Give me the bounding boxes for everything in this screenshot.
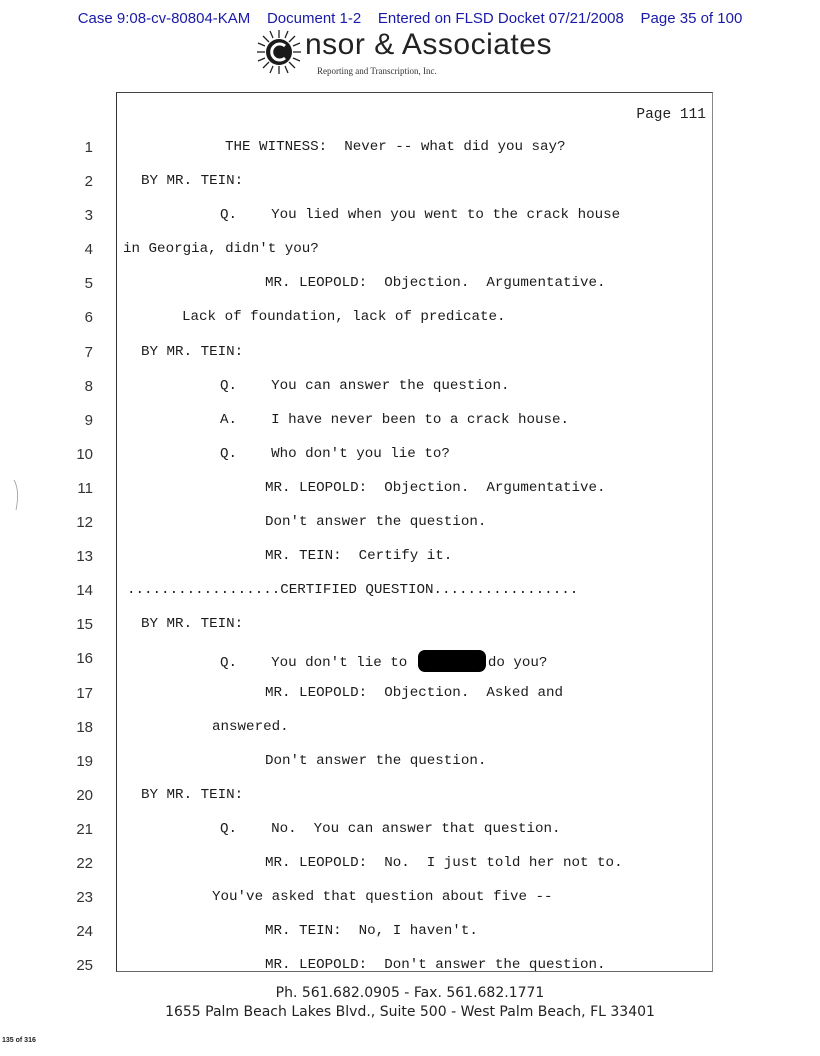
- line-text-after-redaction: do you?: [487, 655, 548, 672]
- sunburst-c-icon: [255, 28, 303, 76]
- transcript-line: [65, 133, 705, 167]
- line-text: [123, 241, 319, 257]
- line-text: [265, 923, 478, 939]
- line-number: 14: [76, 582, 93, 600]
- line-number: 21: [76, 820, 93, 838]
- footer-phone-fax: Ph. 561.682.0905 - Fax. 561.682.1771: [275, 985, 545, 1001]
- line-text: [265, 957, 606, 973]
- line-text-content: ..................CERTIFIED QUESTION.................: [127, 582, 579, 599]
- transcript-line: [65, 610, 705, 644]
- line-number: 2: [84, 173, 93, 191]
- case-number: Case 9:08-cv-80804-KAM: [77, 10, 251, 27]
- line-number: 7: [84, 343, 93, 361]
- line-text-content: BY MR. TEIN:: [141, 173, 244, 190]
- line-number: 9: [84, 411, 93, 429]
- line-text: [265, 514, 486, 530]
- line-text-content: MR. LEOPOLD: Objection. Argumentative.: [265, 479, 606, 496]
- logo-name: nsor & Associates: [305, 28, 552, 61]
- line-text: [220, 446, 450, 462]
- line-number: 12: [76, 514, 93, 532]
- document-number: Document 1-2: [266, 10, 362, 27]
- line-text-content: MR. LEOPOLD: No. I just told her not to.: [265, 854, 623, 871]
- transcript-line: [65, 883, 705, 917]
- scan-margin-mark: [0, 400, 30, 560]
- line-number: 11: [77, 479, 93, 497]
- line-text: [141, 344, 243, 360]
- line-text: [141, 173, 243, 189]
- transcript-line: [65, 235, 705, 269]
- transcript-line: [65, 338, 705, 372]
- transcript-line: [65, 576, 705, 610]
- line-text-content: MR. TEIN: Certify it.: [265, 548, 453, 565]
- line-text: [141, 616, 243, 632]
- line-number: 19: [76, 752, 93, 770]
- line-number: 22: [76, 854, 93, 872]
- transcript-line: [65, 815, 705, 849]
- line-number: 13: [76, 548, 93, 566]
- line-text: [265, 480, 606, 496]
- transcript-line: [65, 917, 705, 951]
- line-number: 18: [76, 718, 93, 736]
- line-text-content: in Georgia, didn't you?: [123, 241, 319, 258]
- transcript-line: [65, 303, 705, 337]
- line-number: 17: [76, 684, 93, 702]
- line-text-content: MR. LEOPOLD: Don't answer the question.: [265, 957, 606, 974]
- line-text: [212, 719, 289, 735]
- line-text: [265, 753, 486, 769]
- transcript-line: [65, 747, 705, 781]
- line-text-content: Lack of foundation, lack of predicate.: [182, 309, 506, 326]
- line-text: [220, 207, 620, 223]
- line-number: 6: [84, 309, 93, 327]
- line-text-content: answered.: [212, 718, 289, 735]
- transcript-line: [65, 440, 705, 474]
- line-number: 20: [76, 786, 93, 804]
- line-text-content: You've asked that question about five --: [212, 889, 553, 906]
- transcript-page: [76, 92, 713, 975]
- line-text: [265, 548, 452, 564]
- line-number: 1: [84, 139, 93, 156]
- line-text: [220, 378, 509, 394]
- reporter-contact-footer: [0, 984, 820, 1022]
- footer-address: 1655 Palm Beach Lakes Blvd., Suite 500 - West Palm Beach, FL 33401: [165, 1004, 655, 1020]
- line-text-content: A. I have never been to a crack house.: [220, 411, 570, 428]
- line-text: [265, 855, 623, 871]
- line-text-content: Q. Who don't you lie to?: [220, 445, 450, 462]
- line-number: 15: [76, 616, 93, 634]
- line-number: 16: [76, 650, 93, 668]
- line-text: [220, 412, 569, 428]
- line-number: 5: [84, 275, 93, 293]
- line-text-content: THE WITNESS: Never -- what did you say?: [225, 139, 566, 155]
- line-text-content: Q. You can answer the question.: [220, 377, 510, 394]
- transcript-line: [65, 406, 705, 440]
- line-text-content: MR. LEOPOLD: Objection. Argumentative.: [265, 275, 606, 292]
- line-text-content: Q. You lied when you went to the crack house: [220, 207, 621, 224]
- transcript-line: [65, 269, 705, 303]
- line-text: [212, 889, 553, 905]
- line-number: 10: [76, 445, 93, 463]
- transcript-line: [65, 644, 705, 678]
- line-text-content: BY MR. TEIN:: [141, 616, 244, 633]
- transcript-line: [65, 372, 705, 406]
- transcript-line: [65, 781, 705, 815]
- line-text-content: MR. TEIN: No, I haven't.: [265, 923, 478, 940]
- redaction-block: [418, 650, 486, 672]
- transcript-line: [65, 542, 705, 576]
- transcript-line: [65, 679, 705, 713]
- pdf-page-counter: 135 of 316: [2, 1037, 36, 1044]
- line-number: 3: [84, 207, 93, 225]
- transcript-line: [65, 951, 705, 985]
- line-text: [220, 650, 547, 672]
- line-text-content: BY MR. TEIN:: [141, 786, 244, 803]
- line-text: [182, 309, 506, 325]
- line-text: [220, 821, 561, 837]
- transcript-line: [65, 849, 705, 883]
- reporter-logo: [255, 22, 575, 86]
- transcript-lines: [65, 133, 705, 985]
- line-number: 23: [76, 889, 93, 907]
- logo-tagline: Reporting and Transcription, Inc.: [317, 66, 437, 76]
- line-text: [141, 787, 243, 803]
- line-text-content: Don't answer the question.: [265, 752, 487, 769]
- line-text: [265, 275, 606, 291]
- transcript-line: [65, 474, 705, 508]
- line-text-content: Don't answer the question.: [265, 514, 487, 531]
- transcript-page-number: Page 111: [636, 107, 706, 123]
- line-text-content: Q. No. You can answer that question.: [220, 820, 561, 837]
- docket-entry: Entered on FLSD Docket 07/21/2008: [377, 10, 624, 27]
- line-number: 8: [84, 377, 93, 395]
- line-text: [265, 685, 563, 701]
- line-text-content: BY MR. TEIN:: [141, 343, 244, 360]
- transcript-line: [65, 508, 705, 542]
- transcript-line: [65, 201, 705, 235]
- line-number: 4: [84, 241, 93, 259]
- transcript-line: [65, 713, 705, 747]
- line-text-content: Q. You don't lie to: [220, 655, 408, 672]
- line-number: 24: [76, 923, 93, 941]
- line-number: 25: [76, 957, 93, 975]
- line-text: [127, 582, 578, 598]
- docket-page: Page 35 of 100: [640, 10, 743, 27]
- line-text-content: MR. LEOPOLD: Objection. Asked and: [265, 684, 563, 701]
- transcript-line: [65, 167, 705, 201]
- line-text: [225, 139, 566, 155]
